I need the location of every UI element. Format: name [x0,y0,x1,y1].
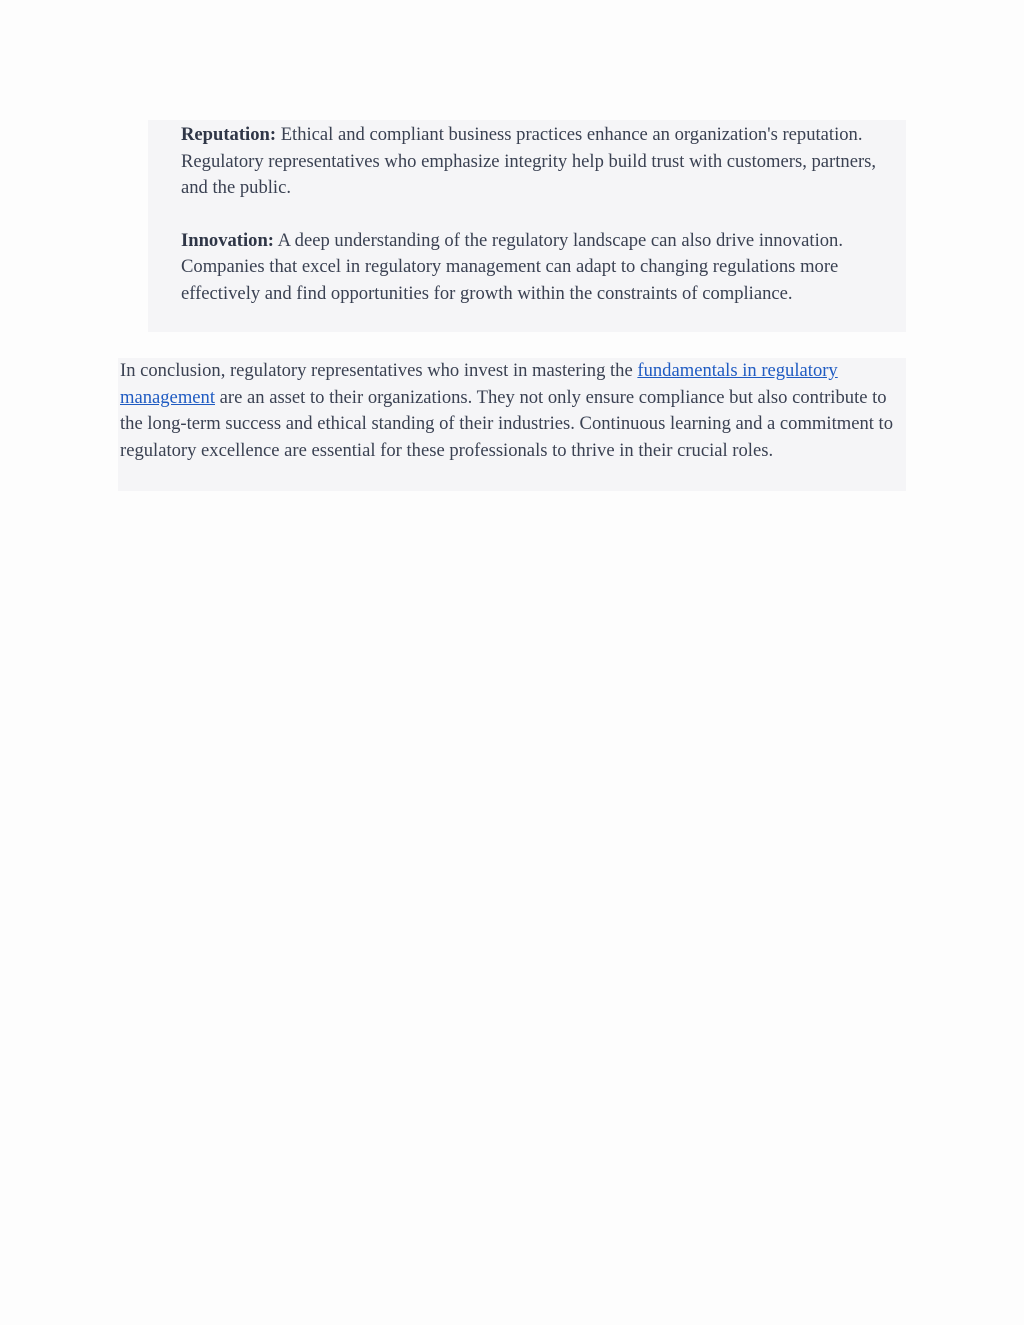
conclusion-paragraph [118,358,906,491]
list-item-text: A deep understanding of the regulatory landscape can also drive innovation. Companies that excel in regulatory management can adapt to changing regulations more effectively and find opportunities for growth within the constraints of compliance. [181,229,844,304]
list-item-label: Reputation: [181,124,277,145]
benefits-list [148,120,906,332]
list-item-label: Innovation: [181,229,274,251]
list-item-text: Ethical and compliant business practices enhance an organization's reputation. Regulatory representatives who emphasize integrity help build trust with customers, partners, and the public. [181,124,877,198]
list-item-reputation [181,122,903,202]
list-item-innovation [181,228,903,308]
conclusion-text-start: In conclusion, regulatory representatives who invest in mastering the [120,360,638,381]
conclusion-text-end: are an asset to their organizations. They not only ensure compliance but also contribute to the long-term success and ethical standing of their industries. Continuous learning and a commitment to regulatory excellence are essential for these professionals to thrive in their crucial roles. [120,386,894,461]
fundamentals-link[interactable]: fundamentals in regulatory management [120,360,838,408]
